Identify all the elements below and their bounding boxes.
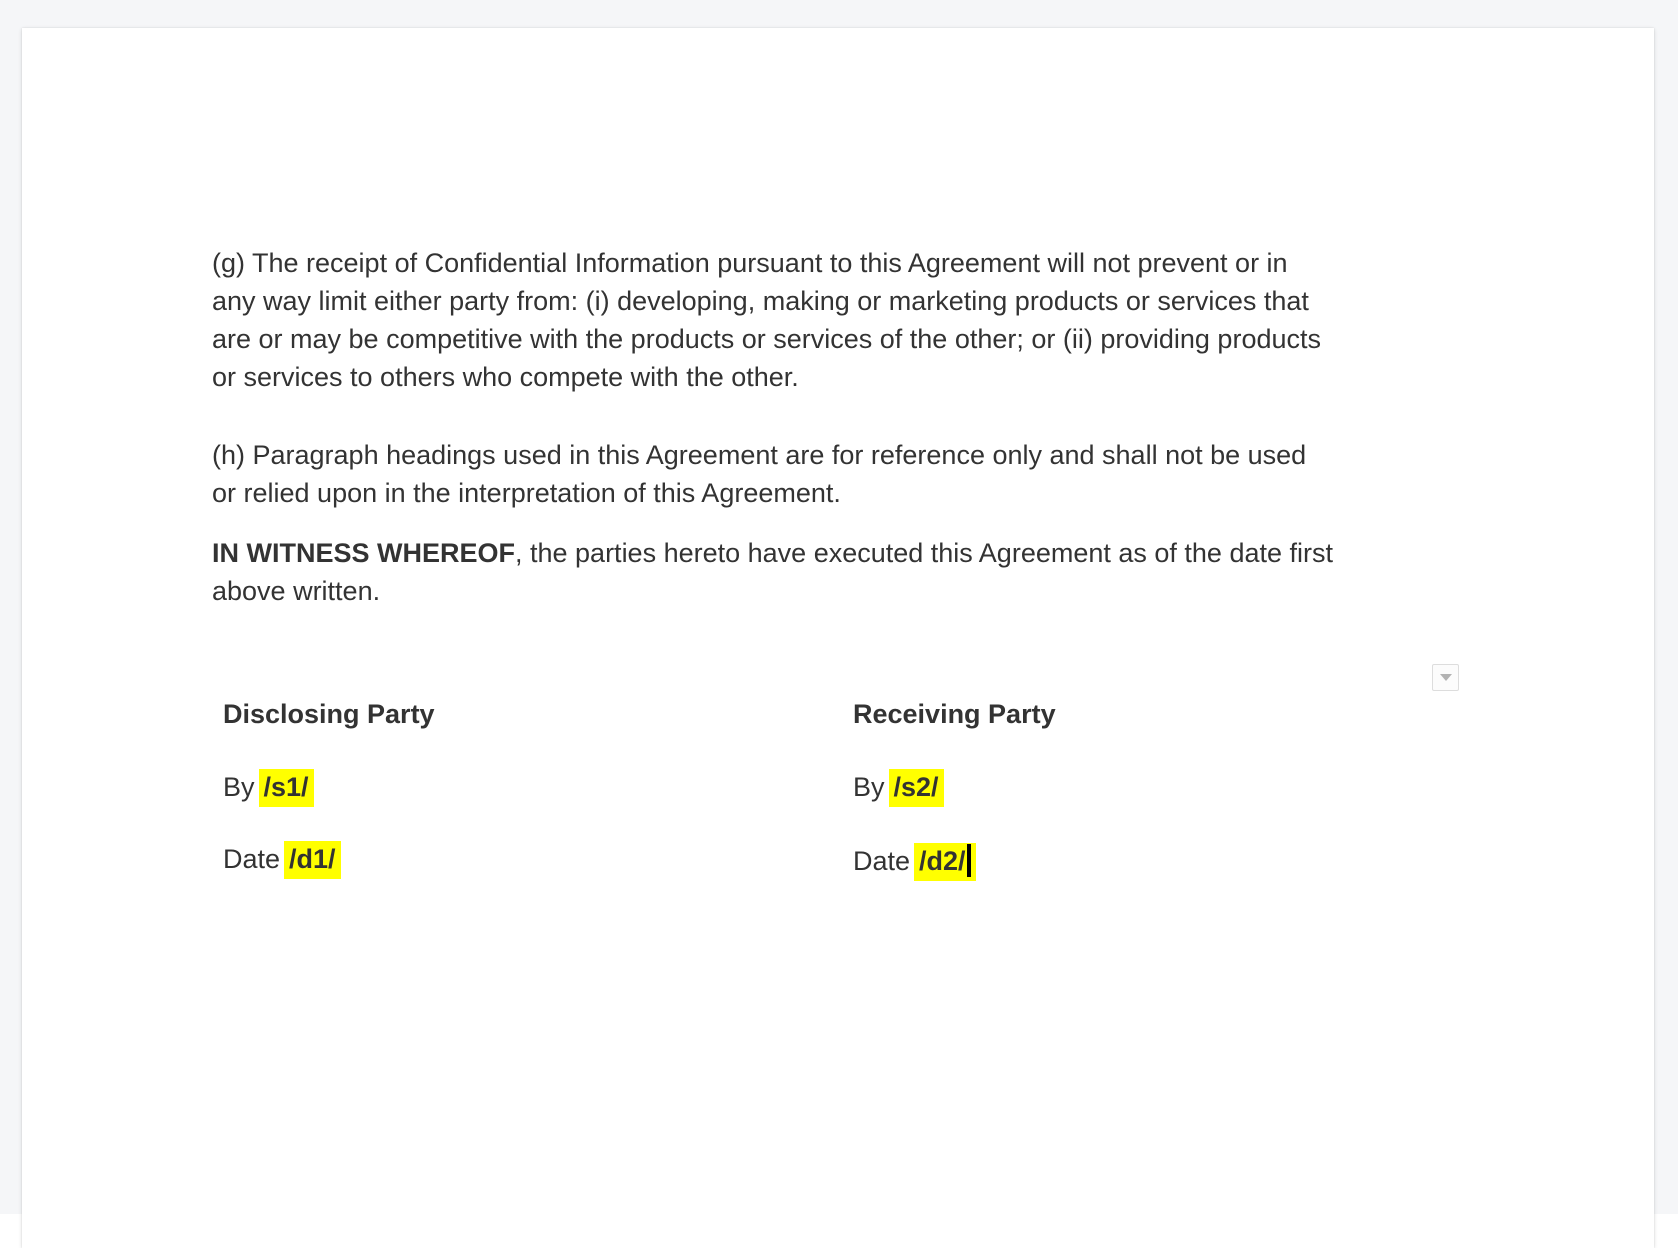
witness-bold-text: IN WITNESS WHEREOF [212,538,515,568]
date-placeholder-d2[interactable] [914,843,976,881]
receiving-date-row [853,844,976,877]
witness-rest-text: , the parties hereto have executed this Agreement as of the date first [515,538,1333,568]
paragraph-h-line: (h) Paragraph headings used in this Agreement are for reference only and shall not be used [212,440,1307,470]
signature-block-receiving-party [853,699,1433,929]
date-placeholder-d1[interactable]: /d1/ [284,841,341,879]
witness-line-1 [212,534,1492,572]
chevron-down-icon [1440,674,1452,681]
signature-block-disclosing-party [223,699,803,929]
disclosing-by-row [223,772,314,803]
witness-line-2: above written. [212,576,381,606]
receiving-party-title: Receiving Party [853,699,1056,729]
collapse-dropdown-button[interactable] [1432,664,1459,691]
paragraph-g-line: or services to others who compete with the other. [212,362,799,392]
text-cursor [967,844,971,877]
paragraph-g-line: (g) The receipt of Confidential Information pursuant to this Agreement will not prevent or in [212,248,1288,278]
date-placeholder-d2-text: /d2/ [919,846,966,876]
paragraph-g [212,244,1492,396]
document-page [22,28,1654,1248]
by-label: By [853,772,885,802]
date-label: Date [223,844,281,874]
paragraph-g-line: are or may be competitive with the products or services of the other; or (ii) providing products [212,324,1321,354]
disclosing-date-row [223,844,341,875]
date-label: Date [853,846,911,876]
signature-placeholder-s1[interactable]: /s1/ [259,769,314,807]
paragraph-h-line: or relied upon in the interpretation of this Agreement. [212,478,841,508]
by-label: By [223,772,255,802]
signature-placeholder-s2[interactable]: /s2/ [889,769,944,807]
paragraph-g-line: any way limit either party from: (i) developing, making or marketing products or services that [212,286,1309,316]
receiving-by-row [853,772,944,803]
disclosing-party-title: Disclosing Party [223,699,435,729]
paragraph-h [212,436,1492,512]
paragraph-witness [212,534,1492,610]
